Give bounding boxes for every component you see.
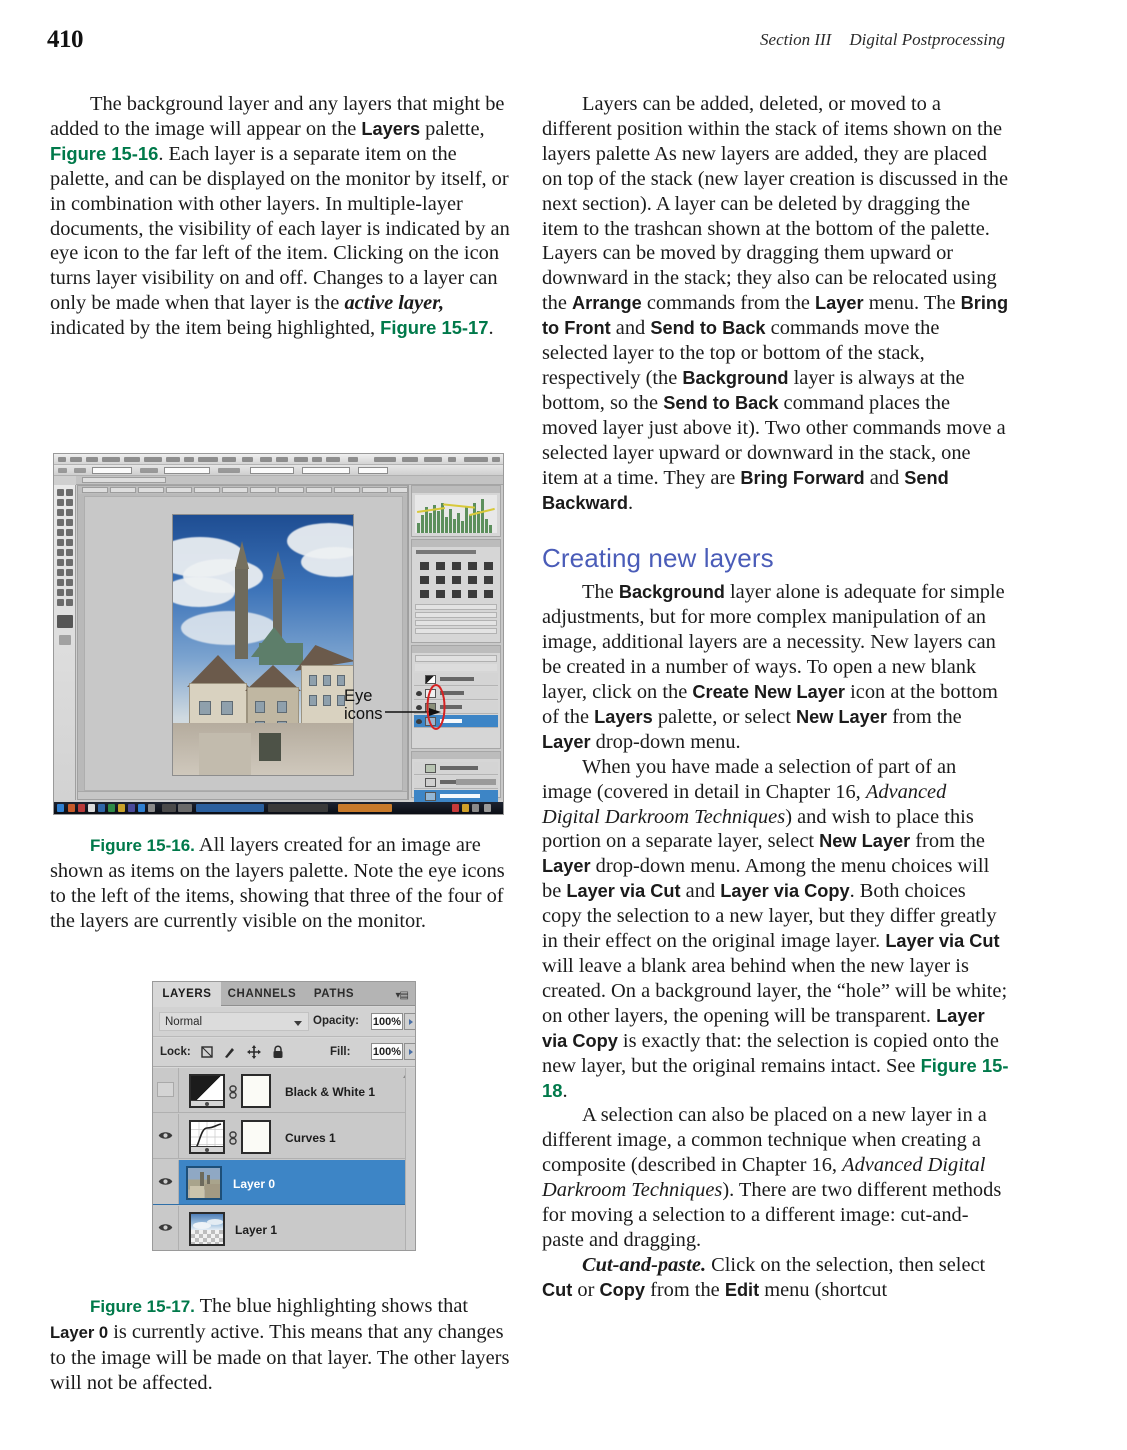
blend-mode-value: Normal (165, 1016, 203, 1028)
layer-thumbnail[interactable] (189, 1212, 225, 1246)
layer-thumbnail[interactable] (189, 1074, 225, 1108)
layer-mask-link-icon[interactable] (229, 1085, 237, 1099)
term-create-new-layer: Create New Layer (692, 682, 846, 703)
figure-15-16-image (53, 453, 504, 815)
right-paragraph-4 (542, 1103, 1009, 1252)
photoshop-image-canvas (84, 496, 403, 791)
figure-15-16-caption (50, 833, 517, 934)
text-run: layer alone is adequate for simple adjustments, but for more complex manipulation of an image, additional layers are a necessity. New layers can be created in a number of ways. To open a new blank layer, click on the (542, 581, 1005, 704)
term-active-layer: active layer, (344, 292, 445, 315)
lock-image-pixels-icon[interactable] (223, 1045, 237, 1059)
figure-reference-15-18: Figure 15-18 (542, 1054, 1009, 1101)
photoshop-options-bar (54, 465, 503, 476)
text-run: ). There are two different methods for moving a selection to a different image: cut-and-paste and dragging. (542, 1179, 1002, 1251)
layer-name: Black & White 1 (285, 1085, 376, 1099)
photoshop-status-bar (78, 791, 407, 799)
cathedral-photograph (173, 515, 353, 775)
text-run: icon at the bottom of the (542, 681, 998, 728)
chevron-down-icon (294, 1021, 302, 1026)
layer-mask-thumbnail[interactable] (241, 1120, 271, 1154)
histogram-panel (411, 485, 501, 537)
blend-mode-select[interactable] (159, 1012, 309, 1031)
text-run: Click on the selection, then select (706, 1253, 986, 1276)
figure-reference-15-16: Figure 15-16 (50, 142, 159, 164)
term-layer-via-copy: Layer via Copy (720, 881, 850, 902)
tab-layers[interactable]: LAYERS (153, 982, 221, 1006)
text-run: is currently active. This means that any changes to the image will be made on that layer. The other layers will not be affected. (50, 1320, 510, 1394)
opacity-label: Opacity: (313, 1015, 360, 1027)
book-title-reference: Advanced Digital Darkroom Techniques (542, 1154, 986, 1202)
eye-icons-callout-label (344, 687, 414, 723)
text-run: The background layer and any layers that might be added to the image will appear on the (50, 93, 505, 140)
lock-all-icon[interactable] (271, 1045, 285, 1059)
layer-thumbnail[interactable] (189, 1120, 225, 1154)
visibility-cell[interactable] (153, 1068, 179, 1112)
text-run: Layers can be added, deleted, or moved to a different position within the stack of items shown on the layers palette As new layers are added, they are placed on top of the stack (new layer creation is discussed in the next section). A layer can be deleted by dragging the item to the trashcan shown at the bottom of the palette. Layers can be moved by dragging them upward or downward in the stack; they also can be relocated using the (542, 93, 1009, 315)
text-run: A selection can also be placed on a new layer in a different image, a common technique when creating a composite (described in Chapter 16, (542, 1104, 987, 1177)
visibility-cell[interactable] (153, 1206, 179, 1251)
tab-channels[interactable]: CHANNELS (227, 988, 297, 1000)
figure-reference-15-17: Figure 15-17 (380, 317, 489, 339)
subheading-creating-new-layers: Creating new layers (542, 543, 774, 574)
text-run: . (562, 1079, 568, 1102)
lock-label: Lock: (160, 1046, 191, 1058)
term-arrange: Arrange (572, 293, 642, 314)
right-paragraph-5 (542, 1253, 1009, 1303)
photoshop-tools-panel (54, 485, 76, 800)
photoshop-menu-bar (54, 454, 503, 465)
fill-stepper[interactable] (404, 1043, 416, 1060)
text-run: . (488, 317, 494, 340)
visibility-cell[interactable] (153, 1114, 179, 1158)
text-run: menu (shortcut (759, 1278, 888, 1301)
text-run: palette, or select (652, 705, 796, 728)
eye-icon[interactable] (158, 1176, 173, 1187)
fill-value: 100% (372, 1046, 402, 1058)
term-new-layer: New Layer (819, 831, 911, 852)
running-head-section: Section III (760, 30, 832, 49)
figure-15-16-caption-text: All layers created for an image are shown as items on the layers palette. Note the eye icons to the left of the items, showing that three of the four of the layers are currently visible on the monitor. (50, 834, 505, 932)
term-layer: Layer (542, 731, 591, 752)
fill-input[interactable] (371, 1043, 403, 1060)
term-send-to-back: Send to Back (650, 318, 766, 339)
right-paragraph-3 (542, 755, 1009, 1104)
eye-icon[interactable] (158, 1222, 173, 1233)
layer-row-curves-1[interactable] (153, 1114, 415, 1159)
layer-row-black-and-white-1[interactable] (153, 1068, 415, 1113)
text-run: When you have made a selection of part of an image (covered in detail in Chapter 16, (542, 755, 957, 803)
text-run: from the (910, 830, 985, 853)
text-run: indicated by the item being highlighted, (50, 317, 381, 340)
figure-15-17-layers-palette (152, 981, 416, 1251)
adjustments-panel (411, 539, 501, 643)
book-title-reference: Advanced Digital Darkroom Techniques (542, 780, 947, 828)
figure-15-17-caption (50, 1294, 517, 1396)
term-layer: Layer (815, 293, 864, 314)
text-run: is exactly that: the selection is copied onto the new layer, but the original remains intact. See (542, 1029, 999, 1077)
left-paragraph-1 (50, 92, 517, 341)
tab-paths[interactable]: PATHS (313, 988, 355, 1000)
text-run: . Each layer is a separate item on the palette, and can be displayed on the monitor by itself, or in combination with other layers. In multiple-layer documents, the visibility of each layer is indicated by an eye icon to the far left of the item. Clicking on the icon turns layer visibility on and off. Changes to a layer can only be made when that layer is the (50, 142, 510, 315)
term-copy: Copy (599, 1279, 645, 1300)
text-run: and (680, 880, 721, 903)
term-layers: Layers (594, 706, 653, 727)
text-run: The (582, 581, 619, 604)
navigator-panel (411, 751, 501, 798)
term-send-to-back-2: Send to Back (663, 392, 779, 413)
eye-icon-off[interactable] (157, 1082, 174, 1097)
term-layers: Layers (361, 118, 421, 139)
text-run: ) and wish to place this portion on a separate layer, select (542, 805, 974, 853)
term-layer-via-cut-2: Layer via Cut (885, 931, 1000, 952)
layers-list (153, 1068, 415, 1250)
layer-mask-thumbnail[interactable] (241, 1074, 271, 1108)
text-run: . Both choices copy the selection to a new layer, but they differ greatly in their effect on the original image layer. (542, 880, 997, 953)
text-run: menu. The (863, 292, 961, 315)
layer-mask-link-icon[interactable] (229, 1131, 237, 1145)
term-layer: Layer (542, 856, 591, 877)
term-cut-and-paste: Cut-and-paste. (582, 1253, 707, 1276)
photoshop-panel-dock (408, 485, 503, 800)
right-paragraph-2 (542, 580, 1009, 754)
layer-row-layer-0[interactable] (153, 1160, 415, 1205)
palette-tab-bar (153, 982, 415, 1006)
text-run: layer is always at the bottom, so the (542, 366, 965, 414)
term-edit: Edit (724, 1279, 760, 1300)
text-run: and (864, 466, 905, 489)
text-run: drop-down menu. Among the menu choices will be (542, 855, 990, 903)
text-run: will leave a blank area behind when the new layer is created. On a background layer, the “hole” will be white; on other layers, the opening will be transparent. (542, 955, 1008, 1027)
callout-line-1: Eye (344, 687, 373, 705)
lock-bar (153, 1038, 415, 1067)
lock-transparent-pixels-icon[interactable] (200, 1045, 214, 1059)
text-run: and (610, 317, 651, 340)
term-background: Background (618, 582, 725, 603)
fill-label: Fill: (330, 1046, 351, 1058)
visibility-cell[interactable] (153, 1160, 179, 1204)
right-paragraph-1 (542, 92, 1009, 515)
eye-icon[interactable] (158, 1130, 173, 1141)
text-run: commands from the (641, 292, 816, 315)
text-run: palette, (420, 117, 485, 140)
layers-scrollbar[interactable] (405, 1068, 415, 1250)
term-background: Background (682, 367, 789, 388)
photoshop-open-document-tabs (78, 486, 407, 494)
text-run: drop-down menu. (590, 730, 741, 753)
text-run: The blue highlighting shows that (194, 1295, 469, 1317)
text-run: . (627, 491, 634, 514)
opacity-stepper[interactable] (404, 1013, 416, 1030)
term-new-layer: New Layer (795, 706, 887, 727)
photoshop-document-tab-bar (76, 476, 503, 485)
callout-line-2: icons (344, 705, 383, 723)
text-run: commands move the selected layer to the top or bottom of the stack, respectively (the (542, 317, 940, 389)
page-number: 410 (47, 26, 83, 53)
layer-name: Curves 1 (285, 1131, 336, 1145)
text-run: from the (886, 705, 962, 728)
layer-thumbnail[interactable] (186, 1166, 222, 1200)
photoshop-application-window (53, 453, 504, 815)
blend-mode-bar (153, 1007, 415, 1037)
left-column (50, 92, 517, 341)
photoshop-canvas-area (77, 485, 408, 800)
figure-15-16-caption-label: Figure 15-16. (90, 836, 195, 855)
right-column (542, 92, 1009, 1303)
opacity-value: 100% (372, 1016, 402, 1028)
eye-icons-highlight-ellipse (425, 683, 447, 731)
layer-row-layer-1[interactable] (153, 1206, 415, 1251)
opacity-input[interactable] (371, 1013, 403, 1030)
term-bring-to-front: Bring to Front (542, 293, 1009, 339)
text-run: or (572, 1278, 600, 1301)
running-head-title (760, 30, 1005, 50)
lock-position-icon[interactable] (247, 1045, 261, 1059)
panel-row[interactable] (414, 762, 498, 775)
term-send-backward: Send Backward (542, 467, 949, 513)
figure-15-17-caption-label: Figure 15-17. (90, 1297, 195, 1316)
text-run: command places the moved layer just above it). Two other commands move a selected layer upward or downward in the stack, one item at a time. They are (542, 391, 1006, 489)
text-run: from the (644, 1278, 725, 1301)
term-layer-via-cut: Layer via Cut (566, 881, 681, 902)
term-cut: Cut (542, 1279, 573, 1300)
layer-name: Layer 1 (235, 1223, 278, 1237)
panel-menu-icon[interactable]: ▾▤ (395, 990, 408, 1001)
term-layer-0: Layer 0 (50, 1322, 109, 1342)
term-bring-forward: Bring Forward (740, 467, 865, 488)
term-layer-via-copy-2: Layer via Copy (542, 1005, 985, 1051)
windows-taskbar (54, 802, 503, 814)
layer-name: Layer 0 (233, 1177, 276, 1191)
running-head (0, 26, 1127, 60)
running-head-section-title: Digital Postprocessing (849, 30, 1005, 49)
